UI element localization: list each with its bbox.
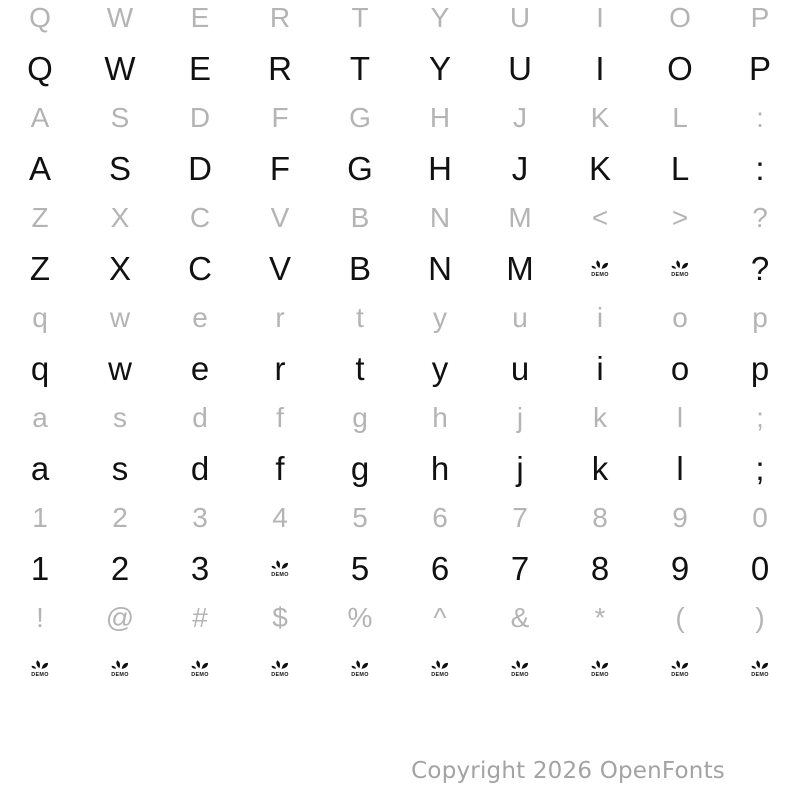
glyph-cell: P xyxy=(748,49,771,87)
demo-petal-middle xyxy=(356,660,362,669)
glyph-cell: ! xyxy=(36,602,44,633)
glyph-cell: < xyxy=(591,202,609,233)
glyph-cell: @ xyxy=(105,602,135,633)
demo-watermark-glyph xyxy=(27,657,53,679)
glyph-cell: u xyxy=(512,302,528,333)
glyph-cell: > xyxy=(671,202,689,233)
demo-petal-right xyxy=(200,662,209,671)
glyph-cell: w xyxy=(108,349,132,387)
demo-watermark-glyph xyxy=(747,657,773,679)
glyph-cell: L xyxy=(672,102,688,133)
demo-watermark-label: DEMO xyxy=(271,572,289,579)
demo-watermark-icon xyxy=(667,257,693,279)
glyph-cell: J xyxy=(513,102,527,133)
demo-petal-middle xyxy=(596,260,602,269)
demo-petal-middle xyxy=(676,660,682,669)
demo-watermark-label: DEMO xyxy=(351,672,369,679)
glyph-cell: E xyxy=(188,49,211,87)
glyph-cell: M xyxy=(506,249,534,287)
glyph-cell: Q xyxy=(27,49,53,87)
glyph-cell: E xyxy=(190,2,210,33)
glyph-cell: I xyxy=(596,2,604,33)
copyright-text: Copyright 2026 OpenFonts xyxy=(411,758,725,784)
demo-watermark-glyph xyxy=(667,257,693,279)
glyph-cell: e xyxy=(190,349,210,387)
glyph-cell: 1 xyxy=(32,502,48,533)
demo-petal-left xyxy=(511,665,517,669)
glyph-cell: 8 xyxy=(590,549,610,587)
demo-watermark-icon xyxy=(587,657,613,679)
glyph-cell: A xyxy=(30,102,50,133)
glyph-cell: s xyxy=(111,449,129,487)
glyph-cell: K xyxy=(588,149,611,187)
glyph-cell: L xyxy=(670,149,690,187)
demo-petal-middle xyxy=(196,660,202,669)
demo-watermark-glyph xyxy=(587,657,613,679)
glyph-cell: % xyxy=(347,602,373,633)
glyph-cell: 7 xyxy=(510,549,530,587)
demo-petal-right xyxy=(280,562,289,571)
demo-petal-right xyxy=(440,662,449,671)
glyph-cell: 6 xyxy=(432,502,448,533)
demo-watermark-glyph xyxy=(107,657,133,679)
glyph-cell: X xyxy=(108,249,131,287)
demo-petal-left xyxy=(591,665,597,669)
demo-petal-left xyxy=(351,665,357,669)
glyph-cell: q xyxy=(30,349,50,387)
glyph-cell: M xyxy=(508,202,532,233)
glyph-cell: I xyxy=(595,49,605,87)
demo-petal-right xyxy=(520,662,529,671)
glyph-cell: t xyxy=(355,349,365,387)
demo-watermark-glyph xyxy=(267,557,293,579)
glyph-cell: 8 xyxy=(592,502,608,533)
glyph-cell: N xyxy=(428,249,452,287)
glyph-cell: V xyxy=(270,202,290,233)
glyph-cell: G xyxy=(349,102,371,133)
glyph-cell: e xyxy=(192,302,208,333)
demo-watermark-label: DEMO xyxy=(511,672,529,679)
demo-watermark-glyph xyxy=(347,657,373,679)
glyph-cell: g xyxy=(350,449,370,487)
glyph-cell: p xyxy=(752,302,768,333)
glyph-cell: a xyxy=(32,402,48,433)
glyph-cell: J xyxy=(511,149,529,187)
demo-watermark-icon xyxy=(347,657,373,679)
glyph-cell: * xyxy=(594,602,606,633)
demo-watermark-label: DEMO xyxy=(591,672,609,679)
glyph-cell: ? xyxy=(752,202,768,233)
glyph-cell: : xyxy=(756,102,764,133)
glyph-cell: P xyxy=(750,2,770,33)
glyph-row-6 xyxy=(0,243,800,293)
glyph-cell: l xyxy=(676,402,684,433)
demo-petal-left xyxy=(751,665,757,669)
demo-watermark-glyph xyxy=(427,657,453,679)
demo-petal-middle xyxy=(516,660,522,669)
demo-watermark-icon xyxy=(27,657,53,679)
glyph-cell: y xyxy=(433,302,447,333)
glyph-row-4 xyxy=(0,143,800,193)
glyph-cell: # xyxy=(192,602,208,633)
glyph-cell: d xyxy=(190,449,210,487)
glyph-cell: H xyxy=(428,149,452,187)
demo-watermark-glyph xyxy=(267,657,293,679)
demo-watermark-icon xyxy=(587,257,613,279)
glyph-cell: G xyxy=(347,149,373,187)
glyph-cell: K xyxy=(590,102,610,133)
demo-petal-left xyxy=(31,665,37,669)
demo-watermark-icon xyxy=(187,657,213,679)
glyph-cell: O xyxy=(669,2,691,33)
demo-petal-middle xyxy=(276,660,282,669)
demo-watermark-label: DEMO xyxy=(591,272,609,279)
demo-petal-right xyxy=(680,262,689,271)
glyph-cell: o xyxy=(672,302,688,333)
demo-watermark-label: DEMO xyxy=(111,672,129,679)
glyph-cell: g xyxy=(352,402,368,433)
glyph-row-10 xyxy=(0,443,800,493)
glyph-cell: ? xyxy=(750,249,770,287)
glyph-cell: 3 xyxy=(192,502,208,533)
glyph-cell: H xyxy=(429,102,451,133)
glyph-cell: 4 xyxy=(272,502,288,533)
glyph-cell: Y xyxy=(428,49,451,87)
glyph-cell: 5 xyxy=(350,549,370,587)
glyph-cell: h xyxy=(432,402,448,433)
glyph-row-8 xyxy=(0,343,800,393)
glyph-cell: W xyxy=(106,2,134,33)
glyph-row-3 xyxy=(0,93,800,143)
demo-watermark-icon xyxy=(267,657,293,679)
demo-watermark-label: DEMO xyxy=(431,672,449,679)
demo-petal-middle xyxy=(436,660,442,669)
demo-petal-middle xyxy=(676,260,682,269)
demo-watermark-label: DEMO xyxy=(271,672,289,679)
demo-petal-right xyxy=(40,662,49,671)
demo-watermark-label: DEMO xyxy=(191,672,209,679)
glyph-cell: C xyxy=(188,249,212,287)
demo-petal-right xyxy=(120,662,129,671)
glyph-cell: X xyxy=(110,202,130,233)
glyph-cell: t xyxy=(356,302,364,333)
demo-petal-left xyxy=(191,665,197,669)
glyph-cell: l xyxy=(676,449,684,487)
demo-petal-left xyxy=(431,665,437,669)
glyph-cell: 3 xyxy=(190,549,210,587)
demo-watermark-label: DEMO xyxy=(31,672,49,679)
demo-petal-left xyxy=(671,265,677,269)
demo-petal-right xyxy=(760,662,769,671)
demo-watermark-glyph xyxy=(587,257,613,279)
glyph-cell: F xyxy=(269,149,291,187)
glyph-cell: s xyxy=(113,402,127,433)
glyph-cell: Y xyxy=(430,2,450,33)
glyph-cell: Z xyxy=(29,249,51,287)
glyph-cell: U xyxy=(508,49,532,87)
glyph-cell: A xyxy=(28,149,51,187)
glyph-cell: k xyxy=(591,449,609,487)
glyph-cell: 5 xyxy=(352,502,368,533)
glyph-cell: : xyxy=(755,149,765,187)
demo-petal-middle xyxy=(36,660,42,669)
demo-petal-right xyxy=(600,662,609,671)
glyph-cell: f xyxy=(275,449,285,487)
glyph-cell: T xyxy=(349,49,371,87)
demo-watermark-label: DEMO xyxy=(751,672,769,679)
glyph-row-5 xyxy=(0,193,800,243)
glyph-row-1 xyxy=(0,0,800,43)
demo-petal-middle xyxy=(276,560,282,569)
glyph-cell: w xyxy=(109,302,131,333)
glyph-cell: R xyxy=(268,49,292,87)
glyph-cell: 7 xyxy=(512,502,528,533)
glyph-cell: Z xyxy=(31,202,49,233)
glyph-cell: C xyxy=(189,202,211,233)
glyph-row-13 xyxy=(0,593,800,643)
glyph-cell: 0 xyxy=(750,549,770,587)
glyph-cell: Q xyxy=(29,2,51,33)
glyph-cell: U xyxy=(509,2,531,33)
glyph-cell: B xyxy=(348,249,371,287)
glyph-row-12 xyxy=(0,543,800,593)
demo-petal-left xyxy=(591,265,597,269)
demo-petal-right xyxy=(680,662,689,671)
glyph-cell: 1 xyxy=(30,549,50,587)
glyph-cell: f xyxy=(276,402,284,433)
glyph-cell: S xyxy=(108,149,131,187)
glyph-cell: 0 xyxy=(752,502,768,533)
glyph-cell: ) xyxy=(755,602,765,633)
glyph-cell: r xyxy=(274,349,286,387)
glyph-cell: ^ xyxy=(433,602,447,633)
glyph-row-9 xyxy=(0,393,800,443)
glyph-cell: S xyxy=(110,102,130,133)
glyph-cell: k xyxy=(593,402,607,433)
glyph-cell: B xyxy=(350,202,370,233)
glyph-cell: p xyxy=(750,349,770,387)
demo-petal-left xyxy=(111,665,117,669)
glyph-cell: D xyxy=(188,149,212,187)
glyph-cell: o xyxy=(670,349,690,387)
glyph-cell: ; xyxy=(755,449,765,487)
glyph-cell: 9 xyxy=(672,502,688,533)
demo-watermark-glyph xyxy=(507,657,533,679)
glyph-cell: a xyxy=(30,449,50,487)
demo-watermark-glyph xyxy=(667,657,693,679)
demo-watermark-glyph xyxy=(187,657,213,679)
demo-petal-left xyxy=(271,665,277,669)
demo-watermark-icon xyxy=(107,657,133,679)
glyph-cell: F xyxy=(271,102,289,133)
demo-petal-right xyxy=(280,662,289,671)
glyph-cell: r xyxy=(275,302,285,333)
demo-petal-right xyxy=(600,262,609,271)
glyph-cell: u xyxy=(510,349,530,387)
glyph-cell: R xyxy=(269,2,291,33)
glyph-cell: 2 xyxy=(110,549,130,587)
demo-petal-left xyxy=(271,565,277,569)
glyph-row-11 xyxy=(0,493,800,543)
glyph-row-7 xyxy=(0,293,800,343)
glyph-row-14 xyxy=(0,643,800,693)
glyph-cell: D xyxy=(189,102,211,133)
glyph-cell: T xyxy=(351,2,369,33)
glyph-cell: $ xyxy=(272,602,288,633)
demo-watermark-icon xyxy=(507,657,533,679)
demo-watermark-icon xyxy=(747,657,773,679)
glyph-cell: d xyxy=(192,402,208,433)
glyph-cell: & xyxy=(510,602,530,633)
glyph-cell: ; xyxy=(756,402,764,433)
demo-watermark-icon xyxy=(427,657,453,679)
glyph-cell: h xyxy=(430,449,450,487)
glyph-row-2 xyxy=(0,43,800,93)
demo-watermark-icon xyxy=(667,657,693,679)
demo-petal-left xyxy=(671,665,677,669)
demo-petal-right xyxy=(360,662,369,671)
glyph-cell: j xyxy=(516,402,524,433)
glyph-cell: V xyxy=(268,249,291,287)
demo-watermark-icon xyxy=(267,557,293,579)
demo-petal-middle xyxy=(756,660,762,669)
glyph-cell: W xyxy=(104,49,136,87)
glyph-cell: O xyxy=(667,49,693,87)
demo-watermark-label: DEMO xyxy=(671,672,689,679)
glyph-cell: 6 xyxy=(430,549,450,587)
demo-petal-middle xyxy=(116,660,122,669)
demo-petal-middle xyxy=(596,660,602,669)
glyph-cell: y xyxy=(431,349,449,387)
glyph-cell: q xyxy=(32,302,48,333)
glyph-cell: 2 xyxy=(112,502,128,533)
glyph-cell: 9 xyxy=(670,549,690,587)
glyph-cell: i xyxy=(596,302,604,333)
glyph-cell: j xyxy=(516,449,524,487)
glyph-cell: i xyxy=(596,349,604,387)
glyph-cell: N xyxy=(429,202,451,233)
demo-watermark-label: DEMO xyxy=(671,272,689,279)
glyph-cell: ( xyxy=(675,602,685,633)
